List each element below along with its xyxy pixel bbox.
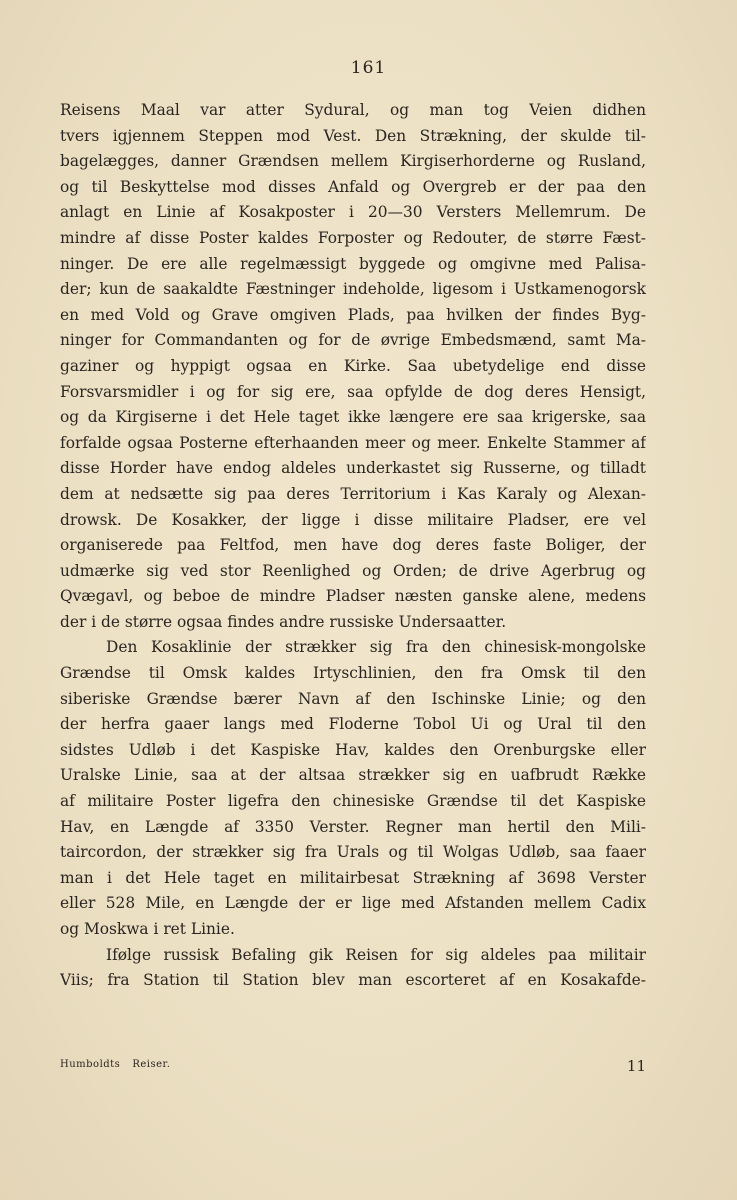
- text-line: taircordon, der strækker sig fra Urals og til Wolgas Udløb, saa faaer: [60, 843, 646, 862]
- text-line: af militaire Poster ligefra den chinesiske Grændse til det Kaspiske: [60, 792, 646, 811]
- text-line: mindre af disse Poster kaldes Forposter og Redouter, de større Fæst-: [60, 228, 646, 247]
- text-line: tvers igjennem Steppen mod Vest. Den Strækning, der skulde til-: [60, 126, 646, 145]
- text-line: dem at nedsætte sig paa deres Territorium i Kas Karaly og Alexan-: [60, 484, 646, 503]
- page-number: 161: [350, 58, 387, 78]
- printer-signature: [60, 1059, 170, 1070]
- signature-mark: 11: [626, 1057, 646, 1075]
- text-line: anlagt en Linie af Kosakposter i 20—30 Versters Mellemrum. De: [60, 203, 646, 222]
- text-line: Forsvarsmidler i og for sig ere, saa opfylde de dog deres Hensigt,: [60, 382, 646, 401]
- text-line: Reisens Maal var atter Sydural, og man tog Veien didhen: [60, 101, 646, 119]
- text-line: drowsk. De Kosakker, der ligge i disse militaire Pladser, ere vel: [60, 510, 646, 529]
- text-line: eller 528 Mile, en Længde der er lige med Afstanden mellem Cadix: [60, 894, 646, 913]
- text-line: ninger for Commandanten og for de øvrige Embedsmænd, samt Ma-: [60, 331, 646, 350]
- page-footer: [60, 1057, 646, 1077]
- text-line: organiserede paa Feltfod, men have dog deres faste Boliger, der: [60, 536, 646, 555]
- text-line: sidstes Udløb i det Kaspiske Hav, kaldes den Orenburgske eller: [60, 740, 646, 759]
- text-line: og da Kirgiserne i det Hele taget ikke længere ere saa krigerske, saa: [60, 408, 646, 427]
- body-text: [60, 98, 646, 994]
- text-line: Grændse til Omsk kaldes Irtyschlinien, den fra Omsk til den: [60, 664, 646, 683]
- text-line: disse Horder have endog aldeles underkastet sig Russerne, og tilladt: [60, 459, 646, 478]
- text-line: ninger. De ere alle regelmæssigt byggede og omgivne med Palisa-: [60, 254, 646, 273]
- text-line: Qvægavl, og beboe de mindre Pladser næsten ganske alene, medens: [60, 587, 646, 606]
- text-line: udmærke sig ved stor Reenlighed og Orden; de drive Agerbrug og: [60, 561, 646, 580]
- text-line: Hav, en Længde af 3350 Verster. Regner man hertil den Mili-: [60, 817, 646, 836]
- text-line: en med Vold og Grave omgiven Plads, paa hvilken der findes Byg-: [60, 305, 646, 324]
- text-line: der i de større ogsaa findes andre russiske Undersaatter.: [60, 612, 507, 631]
- text-line: der; kun de saakaldte Fæstninger indeholde, ligesom i Ustkamenogorsk: [60, 280, 646, 299]
- text-line: man i det Hele taget en militairbesat Strækning af 3698 Verster: [60, 868, 646, 887]
- text-line: og Moskwa i ret Linie.: [60, 920, 235, 938]
- text-line: Ifølge russisk Befaling gik Reisen for sig aldeles paa militair: [106, 945, 646, 964]
- text-line: Viis; fra Station til Station blev man escorteret af en Kosakafde-: [60, 971, 646, 990]
- text-line: bagelægges, danner Grændsen mellem Kirgiserhorderne og Rusland,: [60, 152, 646, 171]
- signature-author: Humboldts: [60, 1059, 121, 1070]
- text-line: og til Beskyttelse mod disses Anfald og Overgreb er der paa den: [60, 177, 646, 196]
- text-line: forfalde ogsaa Posterne efterhaanden meer og meer. Enkelte Stammer af: [60, 433, 646, 452]
- text-line: gaziner og hyppigt ogsaa en Kirke. Saa ubetydelige end disse: [60, 356, 646, 375]
- text-line: Uralske Linie, saa at der altsaa strækker sig en uafbrudt Række: [60, 766, 646, 785]
- text-line: siberiske Grændse bærer Navn af den Ischinske Linie; og den: [60, 689, 646, 708]
- text-line: Den Kosaklinie der strækker sig fra den chinesisk-mongolske: [106, 638, 646, 657]
- text-line: der herfra gaaer langs med Floderne Tobol Ui og Ural til den: [60, 715, 646, 734]
- signature-title: Reiser.: [132, 1059, 171, 1070]
